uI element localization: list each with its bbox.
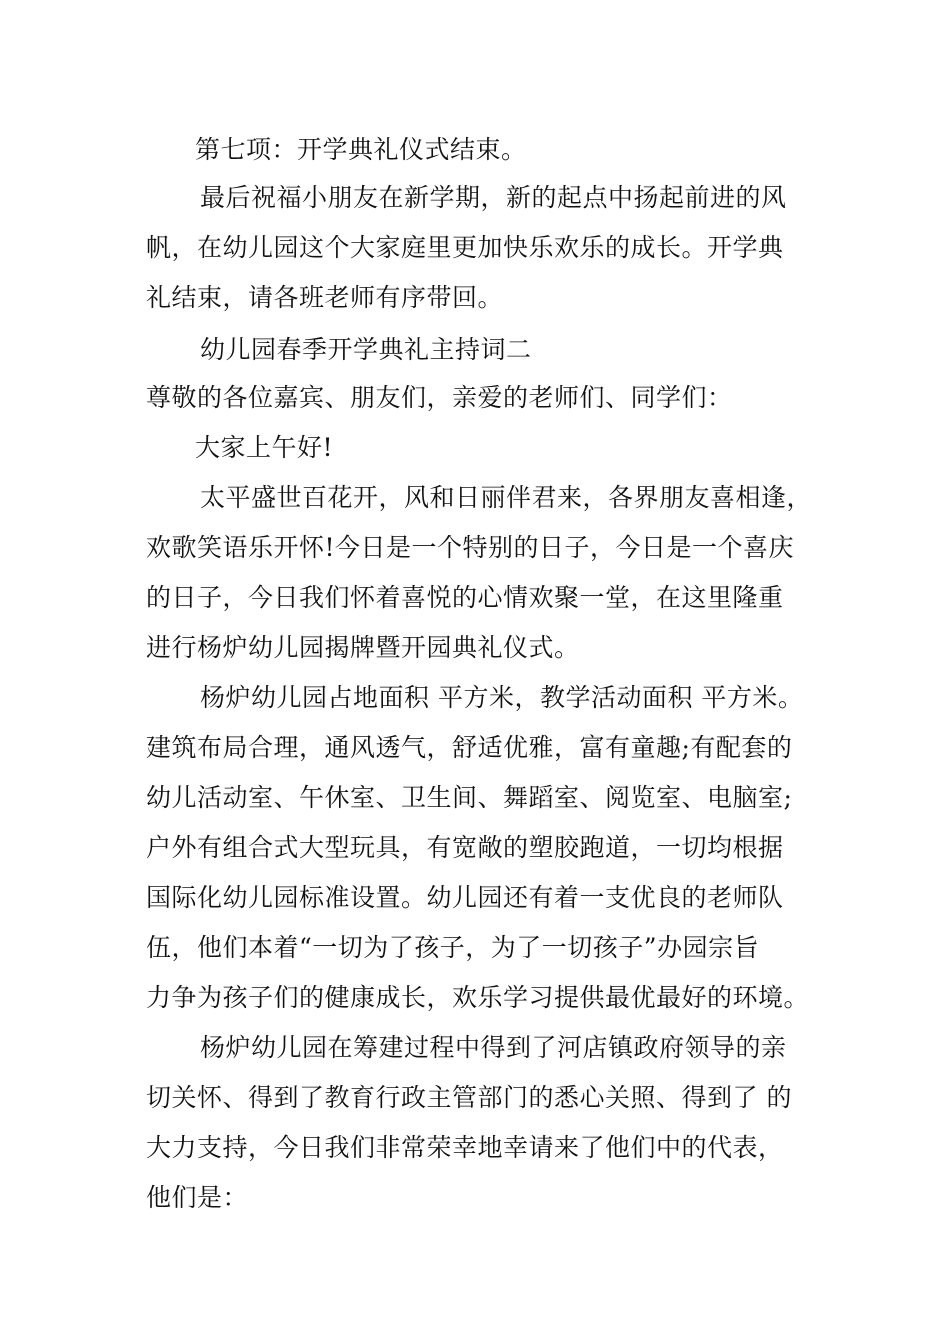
- text-line: 切关怀、得到了教育行政主管部门的悉心关照、得到了 的: [146, 1083, 792, 1112]
- text-line: 的日子，今日我们怀着喜悦的心情欢聚一堂，在这里隆重: [146, 583, 784, 612]
- text-line: 太平盛世百花开，风和日丽伴君来，各界朋友喜相逢，: [200, 483, 813, 512]
- text-line: 国际化幼儿园标准设置。幼儿园还有着一支优良的老师队: [146, 883, 784, 912]
- greeting: 大家上午好!: [195, 433, 334, 462]
- text-line: 他们是：: [146, 1183, 249, 1212]
- text-line: 大力支持，今日我们非常荣幸地幸请来了他们中的代表，: [146, 1133, 784, 1162]
- section-heading: 幼儿园春季开学典礼主持词二: [200, 335, 532, 364]
- text-line: 力争为孩子们的健康成长，欢乐学习提供最优最好的环境。: [146, 983, 810, 1012]
- text-line: 帆，在幼儿园这个大家庭里更加快乐欢乐的成长。开学典: [146, 233, 784, 262]
- text-line: 欢歌笑语乐开怀!今日是一个特别的日子，今日是一个喜庆: [146, 533, 795, 562]
- salutation: 尊敬的各位嘉宾、朋友们，亲爱的老师们、同学们：: [146, 383, 733, 412]
- text-line: 礼结束，请各班老师有序带回。: [146, 283, 504, 312]
- text-line: 幼儿活动室、午休室、卫生间、舞蹈室、阅览室、电脑室;: [146, 783, 793, 812]
- text-line: 户外有组合式大型玩具，有宽敞的塑胶跑道，一切均根据: [146, 833, 784, 862]
- text-line: 最后祝福小朋友在新学期，新的起点中扬起前进的风: [200, 183, 787, 212]
- text-line: 伍，他们本着“一切为了孩子，为了一切孩子”办园宗旨: [146, 933, 760, 962]
- text-line: 进行杨炉幼儿园揭牌暨开园典礼仪式。: [146, 633, 580, 662]
- text-line: 杨炉幼儿园占地面积 平方米，教学活动面积 平方米。: [200, 683, 804, 712]
- text-line: 第七项：开学典礼仪式结束。: [195, 135, 527, 164]
- text-line: 杨炉幼儿园在筹建过程中得到了河店镇政府领导的亲: [200, 1033, 787, 1062]
- text-line: 建筑布局合理，通风透气，舒适优雅，富有童趣;有配套的: [146, 733, 793, 762]
